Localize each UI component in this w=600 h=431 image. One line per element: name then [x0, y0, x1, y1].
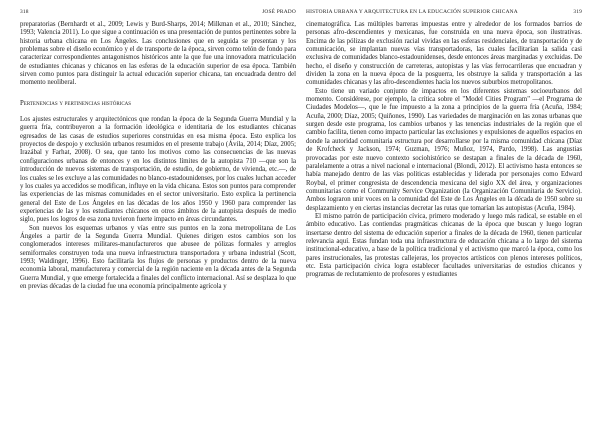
right-paragraph-2: Esto tiene un variado conjunto de impactos en los diferentes sistemas socioeurbanos del momento. Considérese, por ejemplo, la crítica sobre el "Model Cities Program" —el Programa de Ciudades Modelos—, que le fue impuesto a la zona a principios de la guerra fría (Acuña, 1984; Acuña, 2000; Díaz, 2005; Quiñones, 1990). Las variedades de marginación en las zonas urbanas que surgen desde este programa, los cambios urbanos y las tenencias industriales de la región que el cambio facilita, tienen como impacto particular las exclusiones y expulsiones de aquellos espacios en donde la autoridad comunitaria estructura por desarrollarse por la misma comunidad chicana (Díaz de Krofcheck y Jackson, 1974; Guzman, 1976; Muñoz, 1974, Pardo, 1998). Las angustias provocadas por este nuevo contexto sociohistórico se destapan a finales de la década de 1960, paralelamente a otras a nivel nacional e internacional (Blondi, 2012). El activismo hasta entonces se había manejado dentro de las vías políticas establecidas y liderada por personajes como Edward Roybal, el primer congresista de descendencia mexicana del siglo XX del área, y organizaciones comunitarias como el Community Service Organization (la Organización Comunitaria de Servicio). Ambos lograron unir voces en la comunidad del Este de Los Ángeles en la década de 1950 sobre su desplazamiento y en ciertas instancias decretar las rutas que tomarían las autopistas (Acuña, 1984).: [306, 87, 582, 212]
right-page-header: [306, 9, 582, 21]
right-page: [306, 9, 582, 280]
left-paragraph-2: Los ajustes estructurales y arquitectónicos que rondan la época de la Segunda Guerra Mundial y la guerra fría, contribuyeron a la formación ideológica e identitaria de los estudiantes chicanas egresados de las casas de estudios superiores construidas en esa misma época. Esto explica los proyectos de despojo y exclusión urbanos resumidos en el presente trabajo (Ávila, 2014; Díaz, 2005; Irazábal y Farhat, 2008). O sea, que tanto los motivos como las consecuencias de las nuevas configuraciones urbanas de entonces y en los distintos límites de la autopista 710 —que son la introducción de nuevos sistemas de transportación, de estudio, de gobierno, de vivienda, etc.—, de los cuales se les excluye a las comunidades no blanco-estadounidenses, por los cuales luchan acceder y los cuales ya accedidos se modifican, influye en la vida chicana. Estos son puntos para comprender las experiencias de las mismas comunidades en el sector universitario. Esto explica la pertinencia general del Este de Los Ángeles en las décadas de los años 1950 y 1960 para comprender las experiencias de las y los estudiantes chicanos en otros ámbitos de la autopista después de medio siglo, pues los logros de esa zona tuvieron fuerte impacto en áreas circundantes.: [20, 116, 296, 224]
right-paragraph-3: El mismo patrón de participación cívica, primero moderado y luego más radical, se estable en el ámbito educativo. Las contiendas pragmáticas chicanas de la época que buscan y luego logran insertarse dentro del sistema de educación superior a finales de la década de 1960, tienen particular relevancia aquí. Estas fundan toda una infraestructura de educación chicana a lo largo del sistema institucional-educativo, a base de la política tradicional y el activismo que marcó la época, como los pares instrucionales, las protestas callejeras, los proyectos artísticos con plenos intereses políticos, etc. Esta participación cívica logra establecer facultades universitarias de estudios chicanos y programas de reclutamiento de profesores y estudiantes: [306, 212, 582, 279]
right-page-number: 319: [573, 9, 582, 15]
left-page-number: 318: [20, 9, 29, 15]
left-paragraph-3: Son nuevos los esquemas urbanos y vías entre sus puntos en la zona metropolitana de Los Ángeles a partir de la Segunda Guerra Mundial. Quienes dirigen estos cambios son los conglomerados intereses militares-manufactureros que abusee de pólizas formales y arreglos semiformales construyen toda una nueva infraestructura transportadora y urbana industrial (Scott, 1993; Waldinger, 1996). Esto facilitaría los flujos de personas y productos dentro de la nueva economía laboral, manufacturera y comercial de la región naciente en la década antes de la Segunda Guerra Mundial, y que emerge fortalecida a finales del conflicto internacional. Así se desplaza lo que en previas décadas de la ciudad fue una economía principalmente agrícola y: [20, 224, 296, 290]
right-paragraph-1: cinematográfica. Las múltiples barreras impuestas entre y alrededor de los formados barrios de personas afro-descendientes y mexicanas, fue construida en una nueva época, son ilustrativas. Encima de las pólizas de exclusión racial vividas en las esferas residenciales, de transportación y de comunicación, se implantan nuevas vías transportadoras, las cuales facilitarían la salida casi exclusiva de comunidades blanco-estadounidenses, desde entonces áreas marginadas y excluidas. De hecho, el diseño y construcción de carreteras, autopistas y las vías ferrocarrileras que encuadran y dividen la zona en la nueva época de la posguerra, les obstruye la salida y transportación a las comunidades chicanas y las afro-descendientes hacia los nuevos suburbios metropolitanos.: [306, 21, 582, 87]
left-running-head: JOSÉ PRADO: [262, 9, 296, 15]
left-paragraph-1: preparatorias (Bernhardt et al., 2009; Lewis y Burd-Sharps, 2014; Milkman et al., 2010; Sánchez, 1993; Valencia 2011). Lo que sigue a continuación es una presentación de puntos pertinentes sobre la historia urbana chicana en Los Ángeles. Las conclusiones que en seguida se presentan y los problemas sobre el diseño económico y el de transporte de la época, sirven como telón de fondo para caracterizar correspondientes antagonismos históricos ante la que fue una innovadora matriculación de estudiantes chicanas y chicanos en las esferas de la educación superior de esa época. También sirven como puntos para distinguir la actual educación superior chicana, tan encuadrada dentro del momento neoliberal.: [20, 21, 296, 87]
right-running-head: HISTORIA URBANA Y ARQUITECTURA EN LA EDUCACIÓN SUPERIOR CHICANA: [306, 9, 518, 15]
right-page-body: [306, 21, 582, 280]
section-heading: Pertenencias y pertinencias históricas: [20, 99, 132, 107]
left-page: [20, 9, 296, 291]
left-page-body: [20, 21, 296, 291]
left-page-header: [20, 9, 296, 21]
